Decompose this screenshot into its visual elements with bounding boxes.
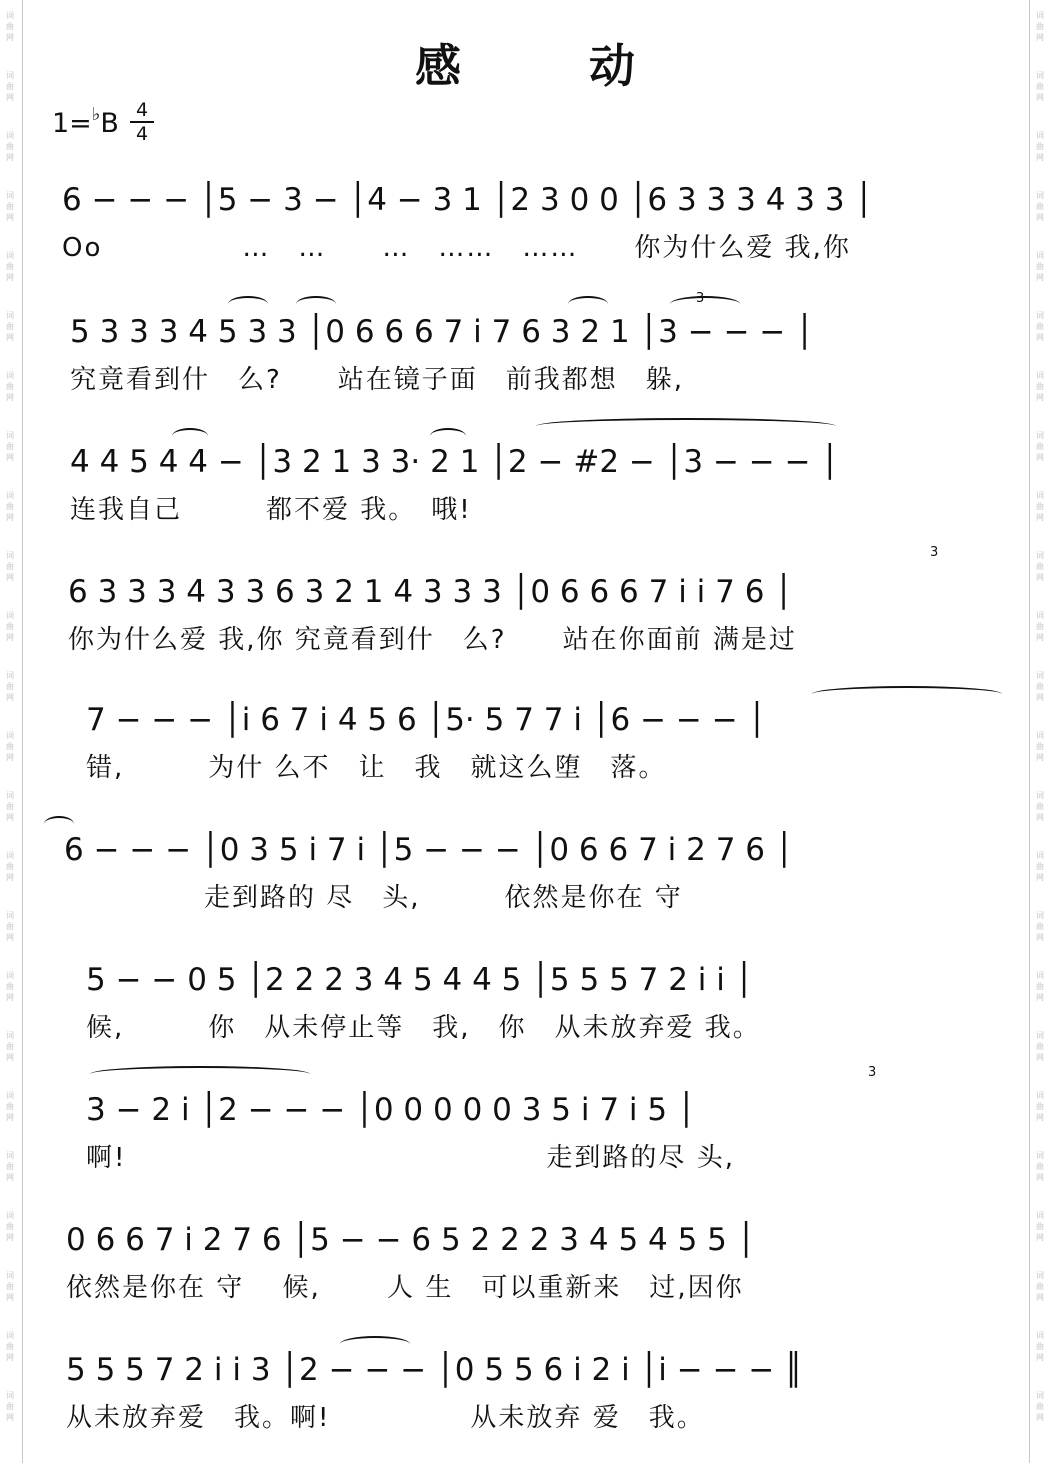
notes-row: 4 4 5 4 4 − │3 2 1 3 3· 2 1 │2 − #2 − │3 − − − │ — [70, 444, 840, 480]
notes-row: 6 3 3 3 4 3 3 6 3 2 1 4 3 3 3 │0 6 6 6 7 i i 7 6 │ — [68, 574, 793, 610]
slur — [536, 418, 836, 434]
flat-sign: ♭ — [91, 104, 101, 125]
watermark-mark: 词 曲 网 — [1036, 1391, 1044, 1422]
watermark-mark: 词 曲 网 — [6, 1331, 14, 1362]
watermark-mark: 词 曲 网 — [6, 1031, 14, 1062]
watermark-mark: 词 曲 网 — [1036, 1151, 1044, 1182]
watermark-mark: 词 曲 网 — [1036, 791, 1044, 822]
watermark-mark: 词 曲 网 — [1036, 1031, 1044, 1062]
watermark-mark: 词 曲 网 — [1036, 971, 1044, 1002]
watermark-mark: 词 曲 网 — [1036, 851, 1044, 882]
slur — [90, 1066, 310, 1082]
watermark-mark: 词 曲 网 — [6, 551, 14, 582]
triplet-mark: 3 — [930, 545, 939, 560]
lyrics-row: 走到路的 尽 头, 依然是你在 守 — [64, 883, 683, 913]
key-prefix: 1= — [52, 108, 92, 139]
watermark-mark: 词 曲 网 — [6, 491, 14, 522]
system-4 — [68, 570, 1050, 690]
watermark-mark: 词 曲 网 — [6, 1391, 14, 1422]
slur — [568, 296, 608, 312]
watermark-mark: 词 曲 网 — [6, 611, 14, 642]
notes-row: 6 − − − │0 3 5 i 7 i │5 − − − │0 6 6 7 i 2 7 6 │ — [64, 832, 794, 868]
watermark-mark: 词 曲 网 — [6, 791, 14, 822]
lyrics-row: 从未放弃爱 我。啊! 从未放弃 爱 我。 — [66, 1403, 705, 1433]
notes-row: 3 − 2 i │2 − − − │0 0 0 0 0 3 5 i 7 i 5 │ — [86, 1092, 696, 1128]
watermark-mark: 词 曲 网 — [6, 11, 14, 42]
lyrics-row: 究竟看到什 么? 站在镜子面 前我都想 躲, — [70, 365, 685, 395]
watermark-mark: 词 曲 网 — [1036, 491, 1044, 522]
watermark-mark: 词 曲 网 — [1036, 911, 1044, 942]
notes-row: 5 − − 0 5 │2 2 2 3 4 5 4 4 5 │5 5 5 7 2 i i │ — [86, 962, 754, 998]
watermark-mark: 词 曲 网 — [6, 191, 14, 222]
lyrics-row: 啊! 走到路的尽 头, — [86, 1143, 735, 1173]
watermark-mark: 词 曲 网 — [1036, 371, 1044, 402]
lyrics-row: Oo … … … …… …… 你为什么爱 我,你 — [62, 233, 851, 263]
slur — [228, 296, 268, 312]
watermark-mark: 词 曲 网 — [6, 1271, 14, 1302]
slur — [812, 686, 1002, 702]
time-signature — [130, 100, 154, 144]
watermark-mark: 词 曲 网 — [6, 371, 14, 402]
watermark-mark: 词 曲 网 — [6, 971, 14, 1002]
notes-row: 7 − − − │i 6 7 i 4 5 6 │5· 5 7 7 i │6 − − − │ — [86, 702, 767, 738]
system-5 — [86, 698, 1050, 818]
slur — [430, 428, 466, 444]
system-9 — [66, 1218, 1050, 1338]
slur — [44, 816, 74, 832]
watermark-mark: 词 曲 网 — [1036, 731, 1044, 762]
triplet-mark: 3 — [868, 1065, 877, 1080]
watermark-mark: 词 曲 网 — [6, 311, 14, 342]
slur — [296, 296, 336, 312]
key-signature — [52, 104, 119, 139]
watermark-mark: 词 曲 网 — [6, 911, 14, 942]
watermark-mark: 词 曲 网 — [1036, 71, 1044, 102]
meter-bottom: 4 — [135, 123, 149, 145]
watermark-mark: 词 曲 网 — [6, 671, 14, 702]
system-7 — [86, 958, 1050, 1078]
meter-top: 4 — [135, 99, 149, 121]
watermark-mark: 词 曲 网 — [6, 1151, 14, 1182]
song-title: 感 动 — [414, 39, 691, 93]
notes-row: 5 5 5 7 2 i i 3 │2 − − − │0 5 5 6 i 2 i │i − − − ║ — [66, 1352, 803, 1388]
watermark-mark: 词 曲 网 — [1036, 671, 1044, 702]
watermark-mark: 词 曲 网 — [6, 251, 14, 282]
lyrics-row: 错, 为什 么不 让 我 就这么堕 落。 — [86, 753, 667, 783]
watermark-mark: 词 曲 网 — [1036, 11, 1044, 42]
notes-row: 0 6 6 7 i 2 7 6 │5 − − 6 5 2 2 2 3 4 5 4 5 5 │ — [66, 1222, 756, 1258]
slur — [670, 296, 740, 312]
system-8 — [86, 1088, 1050, 1208]
system-2 — [70, 310, 1050, 430]
triplet-mark: 3 — [696, 291, 705, 306]
watermark-mark: 词 曲 网 — [1036, 251, 1044, 282]
watermark-mark: 词 曲 网 — [1036, 551, 1044, 582]
watermark-mark: 词 曲 网 — [6, 131, 14, 162]
watermark-mark: 词 曲 网 — [1036, 1271, 1044, 1302]
watermark-mark: 词 曲 网 — [1036, 191, 1044, 222]
watermark-mark: 词 曲 网 — [6, 1091, 14, 1122]
key-note: B — [100, 108, 119, 139]
watermark-mark: 词 曲 网 — [1036, 311, 1044, 342]
watermark-mark: 词 曲 网 — [6, 851, 14, 882]
watermark-mark: 词 曲 网 — [6, 71, 14, 102]
watermark-mark: 词 曲 网 — [6, 1211, 14, 1242]
system-1 — [62, 178, 1050, 298]
lyrics-row: 连我自己 都不爱 我。 哦! — [70, 495, 472, 525]
notes-row: 5 3 3 3 4 5 3 3 │0 6 6 6 7 i 7 6 3 2 1 │3 − − − │ — [70, 314, 814, 350]
watermark-mark: 词 曲 网 — [1036, 1331, 1044, 1362]
lyrics-row: 候, 你 从未停止等 我, 你 从未放弃爱 我。 — [86, 1013, 761, 1043]
watermark-mark: 词 曲 网 — [1036, 1211, 1044, 1242]
lyrics-row: 依然是你在 守 候, 人 生 可以重新来 过,因你 — [66, 1273, 744, 1303]
lyrics-row: 你为什么爱 我,你 究竟看到什 么? 站在你面前 满是过 — [68, 625, 797, 655]
watermark-mark: 词 曲 网 — [1036, 131, 1044, 162]
system-10 — [66, 1348, 1050, 1468]
watermark-mark: 词 曲 网 — [1036, 1091, 1044, 1122]
slur — [340, 1336, 410, 1352]
slur — [172, 428, 208, 444]
notes-row: 6 − − − │5 − 3 − │4 − 3 1 │2 3 0 0 │6 3 3 3 4 3 3 │ — [62, 182, 874, 218]
watermark-mark: 词 曲 网 — [6, 431, 14, 462]
watermark-mark: 词 曲 网 — [6, 731, 14, 762]
watermark-mark: 词 曲 网 — [1036, 431, 1044, 462]
system-6 — [64, 828, 1050, 948]
watermark-mark: 词 曲 网 — [1036, 611, 1044, 642]
system-3 — [70, 440, 1050, 560]
